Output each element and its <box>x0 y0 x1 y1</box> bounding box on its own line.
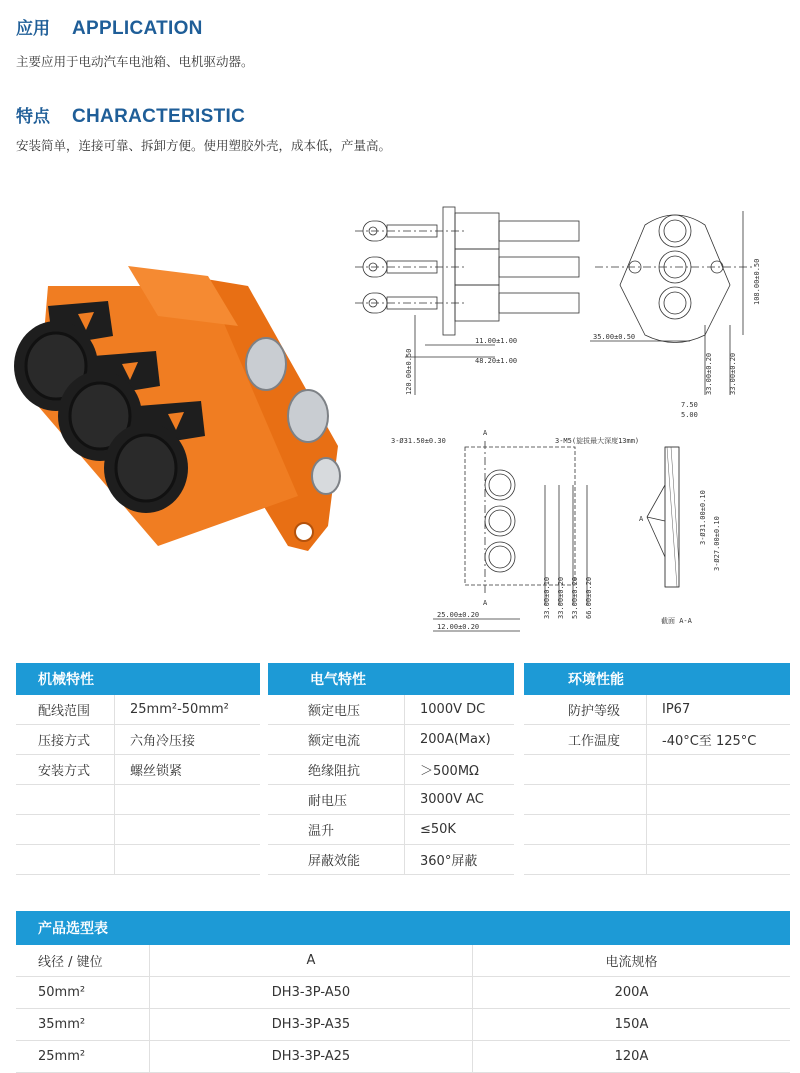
characteristic-heading-cn: 特点 <box>16 107 50 127</box>
table-row: 屏蔽效能 360°屏蔽 <box>268 845 514 875</box>
table-row: 25mm² DH3-3P-A25 120A <box>16 1041 790 1073</box>
dim-8: 7.50 <box>681 401 698 409</box>
table-row: 安装方式 螺丝锁紧 <box>16 755 260 785</box>
application-heading-cn: 应用 <box>16 19 50 39</box>
dim-10: 3-Ø31.50±0.30 <box>391 437 446 445</box>
characteristic-heading-en: CHARACTERISTIC <box>72 106 246 127</box>
table-row: 防护等级 IP67 <box>524 695 790 725</box>
technical-drawing <box>345 185 795 635</box>
dim-20: 12.00±0.20 <box>437 623 480 631</box>
env-title: 环境性能 <box>524 663 790 695</box>
table-row: 配线范围 25mm²-50mm² <box>16 695 260 725</box>
dim-5: 108.00±0.50 <box>753 258 761 305</box>
section-view <box>639 401 721 625</box>
dim-2: 48.20±1.00 <box>475 357 518 365</box>
selection-header-row: 线径 / 键位 A 电流规格 <box>16 945 790 977</box>
dim-12: A <box>483 429 488 437</box>
table-row: 工作温度 -40°C至 125°C <box>524 725 790 755</box>
table-row <box>16 845 260 875</box>
dim-17: 53.00±0.20 <box>571 576 579 619</box>
dim-1: 11.00±1.00 <box>475 337 518 345</box>
characteristic-text: 安装简单，连接可靠、拆卸方便。使用塑胶外壳，成本低，产量高。 <box>16 138 392 153</box>
table-row <box>16 785 260 815</box>
selection-title: 产品选型表 <box>16 911 790 945</box>
selection-table <box>16 911 790 1073</box>
dim-15: 33.00±0.10 <box>543 576 551 619</box>
dim-7: 33.00±0.20 <box>729 352 737 395</box>
dim-19: 25.00±0.20 <box>437 611 480 619</box>
table-row <box>524 815 790 845</box>
dim-14: A <box>639 515 644 523</box>
application-text: 主要应用于电动汽车电池箱、电机驱动器。 <box>16 54 254 69</box>
mech-title: 机械特性 <box>16 663 260 695</box>
elec-title: 电气特性 <box>268 663 514 695</box>
table-row: 压接方式 六角冷压接 <box>16 725 260 755</box>
dim-16: 33.00±0.20 <box>557 576 565 619</box>
dim-3: 35.00±0.50 <box>593 333 636 341</box>
dim-18: 66.00±0.20 <box>585 576 593 619</box>
table-row: 温升 ≤50K <box>268 815 514 845</box>
dim-9: 5.00 <box>681 411 698 419</box>
cutout-view <box>391 429 639 631</box>
dim-6: 33.00±0.20 <box>705 352 713 395</box>
table-row <box>524 785 790 815</box>
product-photo <box>8 246 358 566</box>
table-row: 50mm² DH3-3P-A50 200A <box>16 977 790 1009</box>
table-row: 耐电压 3000V AC <box>268 785 514 815</box>
dim-22: 3-Ø27.00±0.10 <box>713 516 721 571</box>
table-row <box>524 845 790 875</box>
mech-table <box>16 663 260 875</box>
elec-table <box>268 663 514 875</box>
dim-4: 120.00±0.50 <box>405 348 413 395</box>
application-heading <box>16 14 203 40</box>
table-row <box>16 815 260 845</box>
table-row: 额定电压 1000V DC <box>268 695 514 725</box>
dim-21: 3-Ø31.00±0.10 <box>699 490 707 545</box>
table-row <box>524 755 790 785</box>
dim-13: A <box>483 599 488 607</box>
env-table <box>524 663 790 875</box>
table-row: 35mm² DH3-3P-A35 150A <box>16 1009 790 1041</box>
dim-11: 3-M5(旋拔最大深度13mm) <box>555 437 640 445</box>
section-label: 截面 A-A <box>661 617 692 625</box>
table-row: 额定电流 200A(Max) <box>268 725 514 755</box>
front-view <box>590 211 761 395</box>
application-heading-en: APPLICATION <box>72 18 203 39</box>
table-row: 绝缘阻抗 ＞500MΩ <box>268 755 514 785</box>
characteristic-heading <box>16 102 245 128</box>
side-view <box>355 207 579 395</box>
